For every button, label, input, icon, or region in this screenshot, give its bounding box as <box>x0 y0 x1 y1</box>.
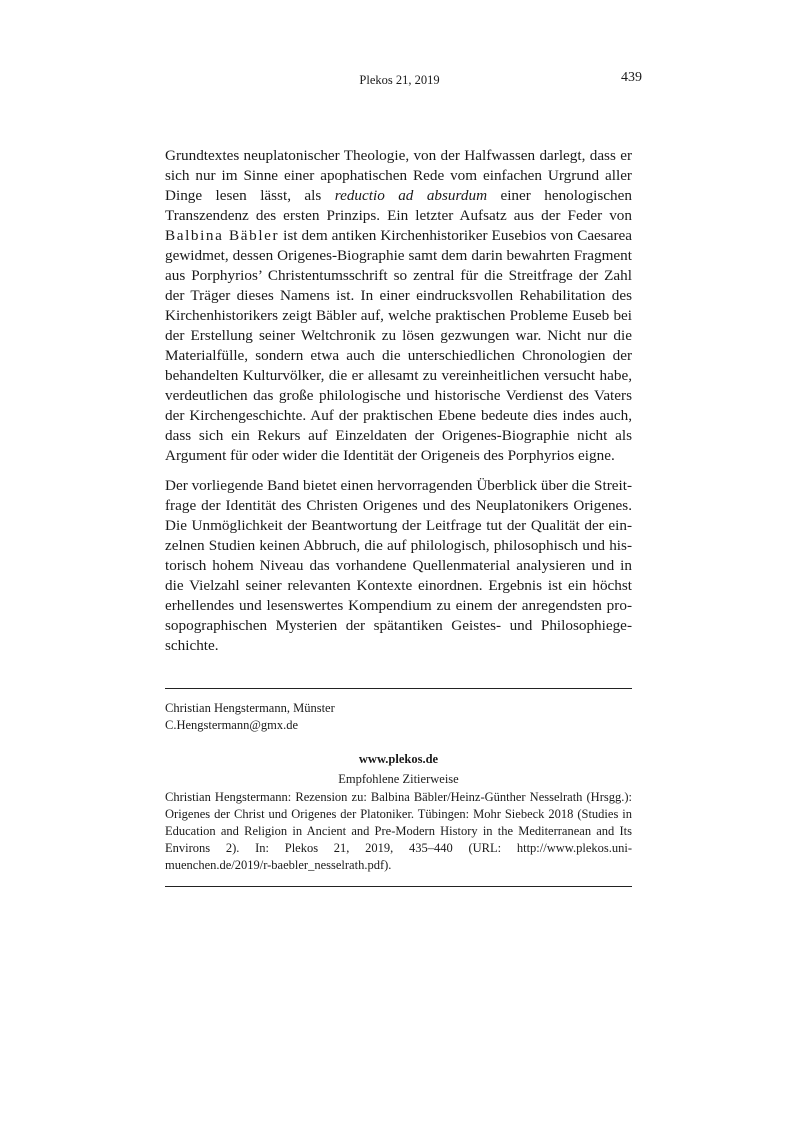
reviewer-block <box>165 700 632 734</box>
page-number: 439 <box>621 70 642 85</box>
italic-phrase: reductio ad absurdum <box>334 187 488 204</box>
paragraph-2: Der vorliegende Band bietet einen hervorragenden Überblick über die Streitfrage der Identität des Christen Origenes und des Neuplatonikers Origenes. Die Unmöglichkeit der Beantwortung der Leitfrage tut der Qualität der einzelnen Studien keinen Abbruch, die auf philologisch, philosophisch und historisch hohem Niveau das vorhandene Quellenmaterial analysieren und in die Vielzahl seiner relevanten Kontexte einordnen. Ergebnis ist ein höchst erhellendes und lesenswertes Kompendium zu einem der anregendsten prosopographischen Mysterien der spätantiken Geistes- und Philosophiegeschichte. <box>165 477 632 654</box>
citation-heading: Empfohlene Zitierweise <box>338 772 459 786</box>
website-link[interactable]: www.plekos.de <box>358 752 439 766</box>
running-head: Plekos 21, 2019 <box>359 73 440 87</box>
reviewer-email: C.Hengstermann@gmx.de <box>165 718 299 732</box>
paragraph-1-text-a: Grundtextes neuplatonischer Theologie, von der Halfwassen darlegt, dass er sich nur im Sinne einer apophatischen Rede vom einfachen Urgrund aller Dinge lesen lässt, als <box>165 147 632 204</box>
author-name-spaced: Balbina Bäbler <box>165 227 280 244</box>
review-body <box>165 146 632 666</box>
paragraph-1-text-c: ist dem antiken Kirchenhistoriker Eusebios von Caesarea gewidmet, dessen Origenes-Biographie samt dem darin bewahrten Fragment aus Porphyrios’ Christentumsschrift so zentral für die Streitfrage der Zahl der Träger dieses Namens ist. In einer eindrucksvollen Rehabilitation des Kirchenhistorikers zeigt Bäbler auf, welche praktischen Probleme Euseb bei der Erstellung seiner Weltchronik zu lösen gezwungen war. Nicht nur die Materialfülle, sondern etwa auch die unterschiedlichen Chronologien der behandelten Kulturvölker, die er allesamt zu vereinheitlichen versucht habe, verdeutlichen das große philologische und historische Verdienst des Vaters der Kirchengeschichte. Auf der praktischen Ebene bedeute dies indes auch, dass sich ein Rekurs auf Einzeldaten der Origenes-Biographie nicht als Argument für oder wider die Identität der Origeneis des Porphyrios eigne. <box>165 227 632 464</box>
paragraph-1-text-b: einer henologischen Transzendenz des ersten Prinzips. Ein letzter Aufsatz aus der Feder von <box>165 187 632 224</box>
divider-bottom <box>165 886 632 887</box>
paragraph-1 <box>165 146 632 466</box>
reviewer-name: Christian Hengstermann, Münster <box>165 701 335 715</box>
citation-text: Christian Hengstermann: Rezension zu: Balbina Bäbler/Heinz-Günther Nesselrath (Hrsgg.): Origenes der Christ und Origenes der Platoniker. Tübingen: Mohr Siebeck 2018 (Studies in Education and Religion in Ancient and Pre-Modern History in the Mediterranean and Its Environs 2). In: Plekos 21, 2019, 435–440 (URL: http://www.plekos.uni-muenchen.de/2019/r-baebler_nesselrath.pdf). <box>165 790 632 872</box>
divider-top <box>165 688 632 689</box>
